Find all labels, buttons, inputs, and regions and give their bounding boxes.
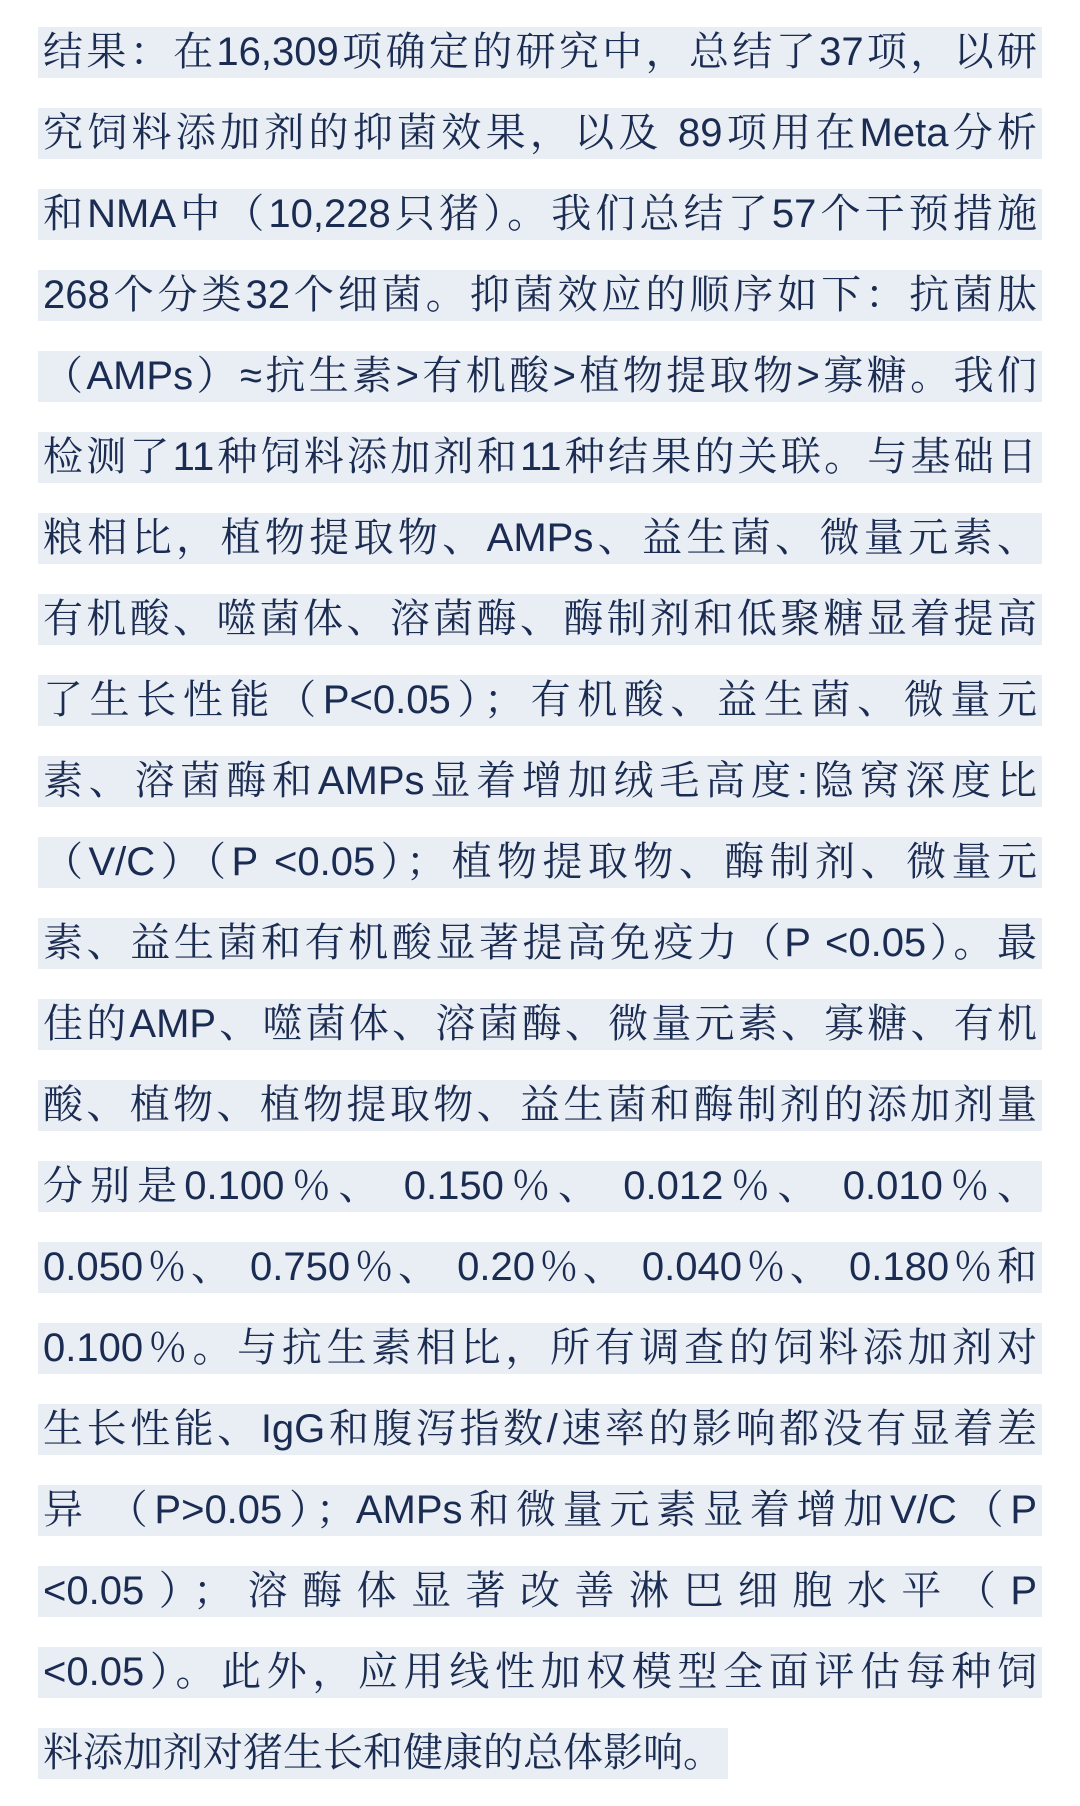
text-line-9 bbox=[38, 660, 1042, 741]
text-line-19 bbox=[38, 1470, 1042, 1551]
text-line-11 bbox=[38, 822, 1042, 903]
text-line-4 bbox=[38, 255, 1042, 336]
text-line-5 bbox=[38, 336, 1042, 417]
highlighted-text: 佳的AMP、噬菌体、溶菌酶、微量元素、寡糖、有机 bbox=[38, 999, 1042, 1050]
highlighted-text: 检测了11种饲料添加剂和11种结果的关联。与基础日 bbox=[38, 432, 1042, 483]
text-line-10 bbox=[38, 741, 1042, 822]
text-line-14 bbox=[38, 1065, 1042, 1146]
text-line-3 bbox=[38, 174, 1042, 255]
highlighted-text: 粮相比，植物提取物、AMPs、益生菌、微量元素、 bbox=[38, 513, 1042, 564]
highlighted-text: 究饲料添加剂的抑菌效果，以及 89项用在Meta分析 bbox=[38, 108, 1042, 159]
highlighted-text: 有机酸、噬菌体、溶菌酶、酶制剂和低聚糖显着提高 bbox=[38, 594, 1042, 645]
text-line-21 bbox=[38, 1632, 1042, 1713]
text-line-20 bbox=[38, 1551, 1042, 1632]
highlighted-text: （AMPs）≈抗生素>有机酸>植物提取物>寡糖。我们 bbox=[38, 351, 1042, 402]
highlighted-text: 结果：在16,309项确定的研究中，总结了37项，以研 bbox=[38, 27, 1042, 78]
highlighted-text: 0.100％。与抗生素相比，所有调查的饲料添加剂对 bbox=[38, 1323, 1042, 1374]
text-line-18 bbox=[38, 1389, 1042, 1470]
highlighted-text: 和NMA中（10,228只猪）。我们总结了57个干预措施 bbox=[38, 189, 1042, 240]
highlighted-text: 料添加剂对猪生长和健康的总体影响。 bbox=[38, 1728, 728, 1779]
highlighted-text: 268个分类32个细菌。抑菌效应的顺序如下：抗菌肽 bbox=[38, 270, 1042, 321]
highlighted-text: 0.050％、 0.750％、 0.20％、 0.040％、 0.180％和 bbox=[38, 1242, 1042, 1293]
text-line-6 bbox=[38, 417, 1042, 498]
highlighted-text: 素、溶菌酶和AMPs显着增加绒毛高度:隐窝深度比 bbox=[38, 756, 1042, 807]
highlighted-text: 了生长性能（P<0.05）；有机酸、益生菌、微量元 bbox=[38, 675, 1042, 726]
text-line-15 bbox=[38, 1146, 1042, 1227]
text-line-2 bbox=[38, 93, 1042, 174]
highlighted-text: 酸、植物、植物提取物、益生菌和酶制剂的添加剂量 bbox=[38, 1080, 1042, 1131]
text-line-8 bbox=[38, 579, 1042, 660]
highlighted-text: 生长性能、IgG和腹泻指数/速率的影响都没有显着差 bbox=[38, 1404, 1042, 1455]
highlighted-text: 异 （P>0.05）；AMPs和微量元素显着增加V/C（P bbox=[38, 1485, 1042, 1536]
text-line-16 bbox=[38, 1227, 1042, 1308]
text-line-13 bbox=[38, 984, 1042, 1065]
highlighted-text: （V/C）（P <0.05）；植物提取物、酶制剂、微量元 bbox=[38, 837, 1042, 888]
text-line-12 bbox=[38, 903, 1042, 984]
text-line-22 bbox=[38, 1713, 1042, 1794]
highlighted-text: 素、益生菌和有机酸显著提高免疫力（P <0.05）。最 bbox=[38, 918, 1042, 969]
highlighted-text: <0.05）。此外，应用线性加权模型全面评估每种饲 bbox=[38, 1647, 1042, 1698]
text-line-17 bbox=[38, 1308, 1042, 1389]
text-line-7 bbox=[38, 498, 1042, 579]
highlighted-text: <0.05）；溶酶体显著改善淋巴细胞水平（P bbox=[38, 1566, 1042, 1617]
highlighted-text: 分别是0.100％、 0.150％、 0.012％、 0.010％、 bbox=[38, 1161, 1042, 1212]
text-line-1 bbox=[38, 12, 1042, 93]
